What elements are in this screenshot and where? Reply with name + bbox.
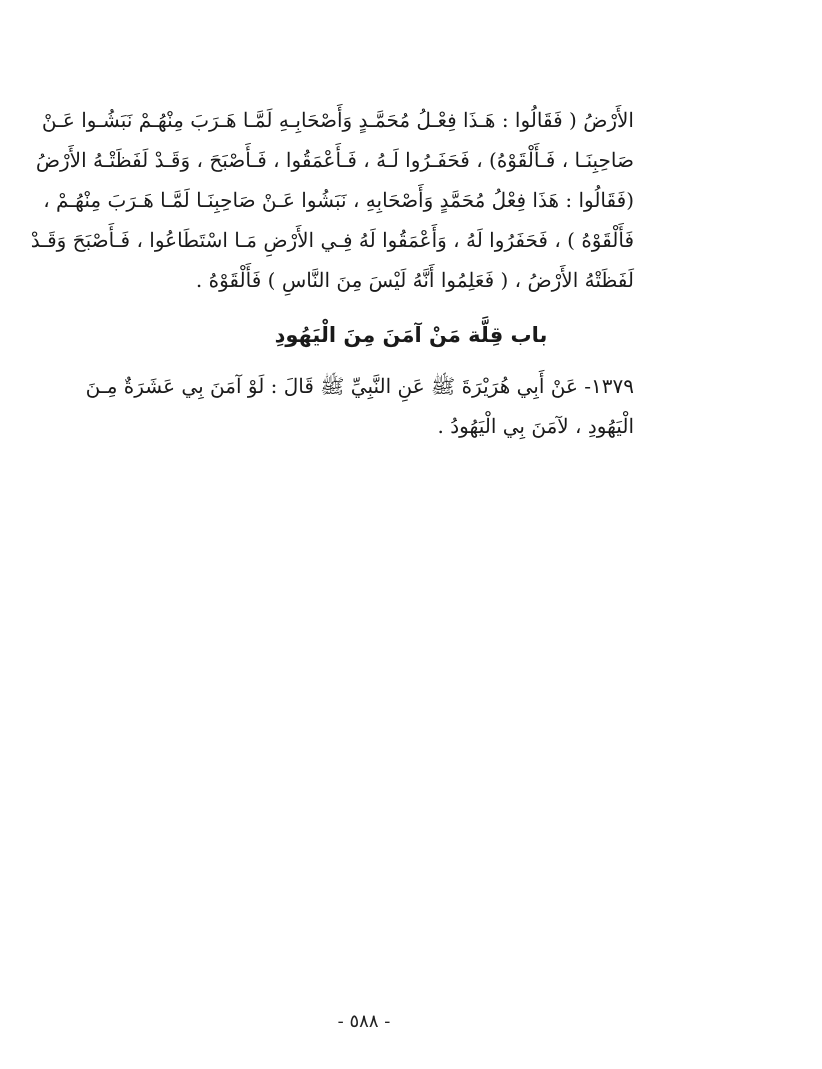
text-line: الأَرْضُ ( فَقَالُوا : هَـذَا فِعْـلُ مُحَمَّـدٍ وَأَصْحَابِـهِ لَمَّـا هَـرَبَ مِنْهُـمْ نَبَشُـوا عَـنْ	[41, 108, 634, 132]
text-line: فَأَلْقَوْهُ ) ، فَحَفَرُوا لَهُ ، وَأَعْمَقُوا لَهُ فِـي الأَرْضِ مَـا اسْتَطَاعُوا ، فَـأَصْبَحَ وَقَـدْ	[30, 228, 634, 252]
text-line: (فَقَالُوا : هَذَا فِعْلُ مُحَمَّدٍ وَأَصْحَابِهِ ، نَبَشُوا عَـنْ صَاحِبِنَـا لَمَّـا هَـرَبَ مِنْهُـمْ ،	[43, 188, 634, 212]
page-number: - ٥٨٨ -	[337, 1011, 391, 1032]
text-line: الْيَهُودِ ، لآمَنَ بِي الْيَهُودُ .	[437, 414, 634, 438]
text-line: لَفَظَتْهُ الأَرْضُ ، ( فَعَلِمُوا أَنَّهُ لَيْسَ مِنَ النَّاسِ ) فَأَلْقَوْهُ .	[195, 268, 634, 292]
hadith-paragraph	[85, 366, 634, 446]
hadith-paragraph-continued	[30, 100, 634, 300]
text-line: صَاحِبِنَـا ، فَـأَلْقَوْهُ) ، فَحَفَـرُوا لَـهُ ، فَـأَعْمَقُوا ، فَـأَصْبَحَ ، وَقَـدْ لَفَظَتْـهُ الأَرْضُ	[35, 148, 634, 172]
chapter-heading: باب قِلَّة مَنْ آمَنَ مِنَ الْيَهُودِ	[274, 323, 548, 347]
text-line: ١٣٧٩- عَنْ أَبِي هُرَيْرَةَ ﷺ عَنِ النَّبِيِّ ﷺ قَالَ : لَوْ آمَنَ بِي عَشَرَةٌ مِـنَ	[85, 374, 634, 398]
